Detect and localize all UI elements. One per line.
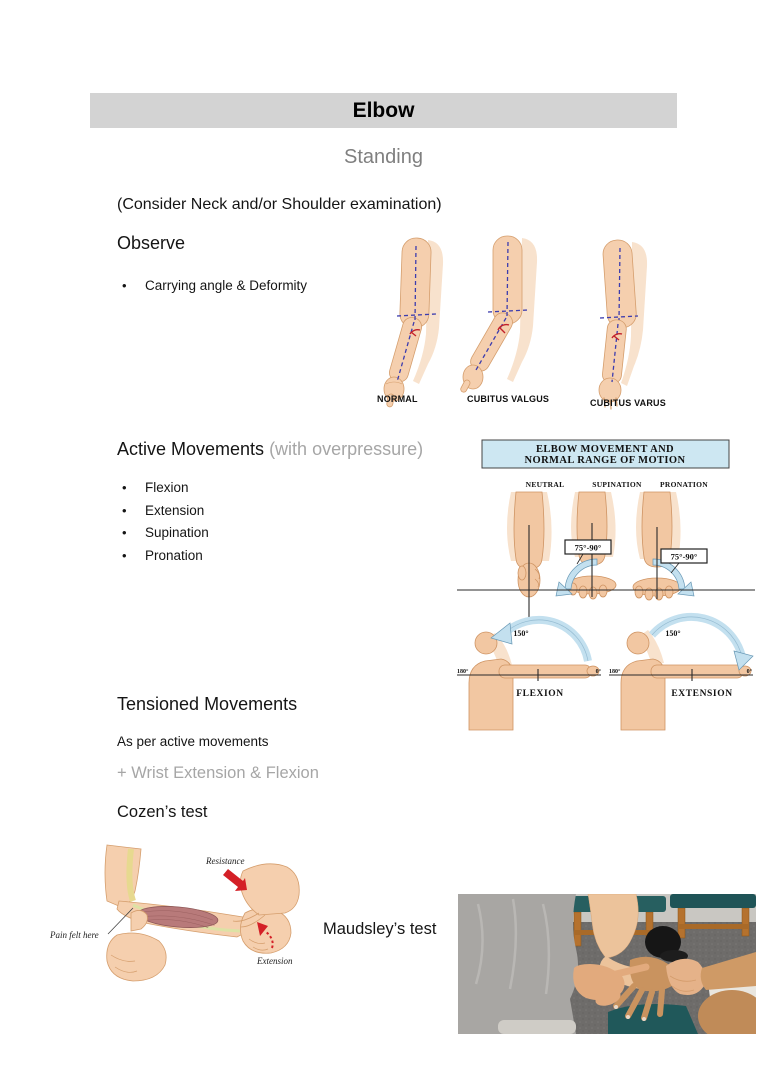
cubitus-valgus-label: CUBITUS VALGUS bbox=[467, 394, 550, 404]
heading-qualifier: (with overpressure) bbox=[269, 439, 424, 459]
cubitus-valgus-arm-illustration bbox=[460, 236, 537, 393]
normal-arm-illustration bbox=[384, 238, 443, 408]
rom-title-line2: NORMAL RANGE OF MOTION bbox=[524, 455, 686, 466]
pronation-label: PRONATION bbox=[660, 480, 708, 489]
examiner-shirt bbox=[458, 894, 578, 1034]
cubitus-varus-arm-illustration bbox=[599, 239, 647, 409]
title-bar bbox=[90, 93, 677, 128]
scale-0-label: 0° bbox=[595, 669, 601, 675]
tensioned-movements-heading: Tensioned Movements bbox=[117, 694, 298, 714]
list-item bbox=[117, 277, 307, 300]
list-item bbox=[117, 479, 209, 502]
cubitus-varus-label: CUBITUS VARUS bbox=[590, 398, 666, 408]
patient-fist bbox=[240, 908, 291, 953]
cozens-test-label: Cozen’s test bbox=[117, 803, 208, 821]
active-movements-heading bbox=[117, 439, 423, 460]
examiner-hand bbox=[240, 864, 299, 915]
supination-range-value: 75°-90° bbox=[574, 542, 602, 553]
pronation-range-value: 75°-90° bbox=[670, 551, 698, 562]
active-movements-bullet-list bbox=[117, 479, 209, 569]
extension-label: EXTENSION bbox=[671, 689, 733, 699]
rom-title-line1: ELBOW MOVEMENT AND bbox=[535, 444, 675, 455]
scale-0-label: 0° bbox=[746, 669, 752, 675]
list-item bbox=[117, 547, 209, 570]
extension-label: Extension bbox=[257, 956, 293, 966]
normal-label: NORMAL bbox=[377, 394, 418, 404]
neutral-label: NEUTRAL bbox=[525, 480, 565, 489]
bullet-text: Flexion bbox=[145, 480, 189, 495]
page-subtitle: Standing bbox=[344, 146, 423, 168]
maudsley-test-label: Maudsley’s test bbox=[323, 920, 437, 938]
flexion-person-illustration bbox=[457, 620, 602, 730]
page-title: Elbow bbox=[352, 98, 415, 122]
flexion-angle-value: 150° bbox=[513, 629, 529, 638]
list-item bbox=[117, 524, 209, 547]
as-per-line: As per active movements bbox=[117, 734, 269, 749]
rom-figure bbox=[455, 437, 760, 732]
flexion-arc-arrow bbox=[503, 620, 588, 661]
scale-180-label: 180° bbox=[457, 669, 469, 675]
bullet-text: Pronation bbox=[145, 547, 203, 563]
extension-angle-value: 150° bbox=[665, 629, 681, 638]
teal-pad bbox=[608, 1004, 698, 1034]
cozens-test-figure bbox=[35, 843, 325, 1003]
extension-person-illustration bbox=[609, 617, 753, 730]
bullet-text: Carrying angle & Deformity bbox=[145, 278, 308, 293]
maudsley-test-photo bbox=[458, 894, 756, 1034]
list-item bbox=[117, 502, 209, 525]
supination-label: SUPINATION bbox=[592, 480, 642, 489]
consider-note: (Consider Neck and/or Shoulder examination) bbox=[117, 196, 442, 213]
pain-label: Pain felt here bbox=[50, 930, 99, 940]
observe-bullet-list bbox=[117, 277, 307, 300]
observe-heading: Observe bbox=[117, 233, 186, 253]
flexion-label: FLEXION bbox=[516, 689, 564, 699]
bullet-text: Supination bbox=[145, 525, 209, 541]
bullet-text: Extension bbox=[145, 502, 205, 518]
carrying-angle-figure bbox=[362, 226, 697, 411]
scale-180-label: 180° bbox=[609, 669, 621, 675]
wrist-extension-line: + Wrist Extension & Flexion bbox=[117, 764, 319, 782]
heading-text: Active Movements bbox=[117, 439, 265, 459]
resistance-label: Resistance bbox=[206, 856, 245, 866]
pronation-forearm-illustration bbox=[633, 492, 694, 600]
